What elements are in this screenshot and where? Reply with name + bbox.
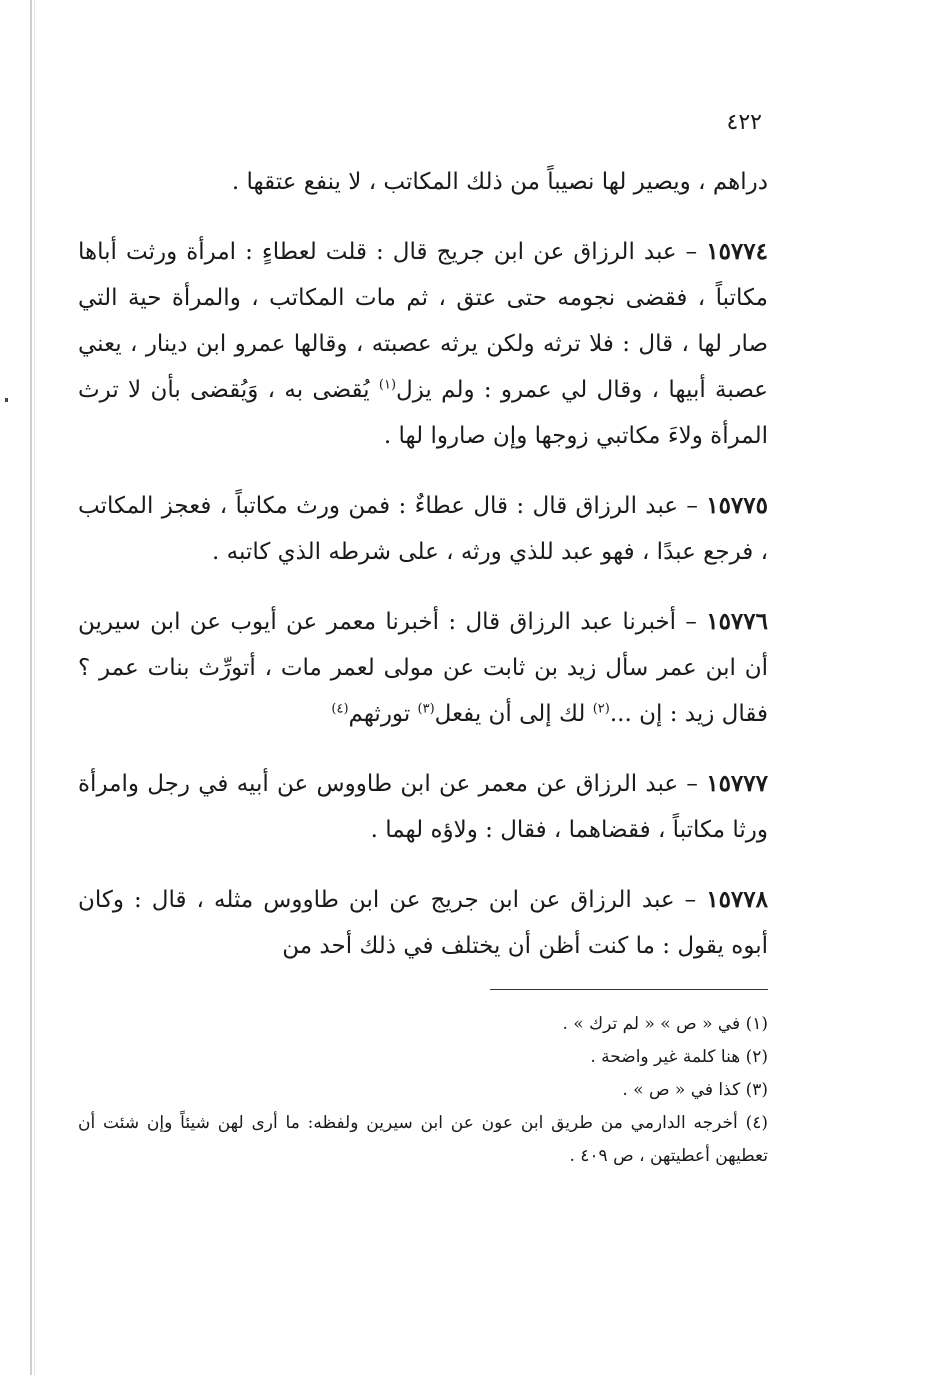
hadith-number: ١٥٧٧٨	[706, 886, 768, 913]
hadith-text-continued: يُقضى به ، وَيُقضى بأن لا ترث المرأة ولاءَ مكاتبي زوجها وإن صاروا لها .	[78, 377, 768, 449]
footnote-reference: (٤)	[331, 701, 349, 717]
footnote-reference: (١)	[378, 377, 397, 393]
hadith-15776	[78, 599, 768, 737]
scan-edge-line	[30, 0, 32, 1375]
footnote-separator	[490, 989, 768, 990]
footnotes	[78, 1008, 768, 1173]
hadith-text: – عبد الرزاق عن معمر عن ابن طاووس عن أبيه في رجل وامرأة ورثا مكاتباً ، فقضاهما ، فقال : ولاؤه لهما .	[78, 771, 768, 843]
hadith-15774	[78, 229, 768, 459]
hadith-15777	[78, 761, 768, 853]
continuation-paragraph: دراهم ، ويصير لها نصيباً من ذلك المكاتب ، لا ينفع عتقها .	[231, 169, 768, 195]
hadith-text-continued: تورثهم	[348, 701, 418, 727]
footnote-reference: (٣)	[417, 701, 435, 717]
hadith-text: – عبد الرزاق عن ابن جريج قال : قلت لعطاءٍ : امرأة ورثت أباها مكاتباً ، فقضى نجومه حتى عتق ، ثم مات المكاتب ، والمرأة حية التي صار لها ، قال : فلا ترثه ولكن يرثه عصبته ، وقالها عمرو ابن دينار ، يعني عصبة أبيها ، وقال لي عمرو : ولم يزل	[78, 239, 768, 403]
footnote-reference: (٢)	[592, 701, 610, 717]
hadith-number: ١٥٧٧٦	[706, 608, 768, 635]
hadith-text: – عبد الرزاق قال : قال عطاءٌ : فمن ورث مكاتباً ، فعجز المكاتب ، فرجع عبدًا ، فهو عبد للذي ورثه ، على شرطه الذي كاتبه .	[78, 493, 768, 565]
hadith-number: ١٥٧٧٤	[706, 238, 768, 265]
hadith-text-continued: لك إلى أن يفعل	[434, 701, 593, 727]
hadith-number: ١٥٧٧٧	[706, 770, 768, 797]
footnote-1: (١) في « ص » « لم ترك » .	[562, 1014, 768, 1034]
scan-edge-line-secondary	[34, 0, 35, 1375]
hadith-text: – عبد الرزاق عن ابن جريج عن ابن طاووس مثله ، قال : وكان أبوه يقول : ما كنت أظن أن يختلف في ذلك أحد من	[78, 887, 768, 959]
hadith-15775	[78, 483, 768, 575]
footnote-3: (٣) كذا في « ص » .	[622, 1080, 768, 1100]
hadith-text: – أخبرنا عبد الرزاق قال : أخبرنا معمر عن أيوب عن ابن سيرين أن ابن عمر سأل زيد بن ثابت عن مولى لعمر مات ، أتورِّث بنات عمر ؟ فقال زيد : إن ...	[78, 609, 768, 727]
page-number: ٤٢٢	[726, 110, 762, 135]
hadith-number: ١٥٧٧٥	[706, 492, 768, 519]
footnote-4: (٤) أخرجه الدارمي من طريق ابن عون عن ابن سيرين ولفظه: ما أرى لهن شيئاً وإن شئت أن تعطيهن أعطيتهن ، ص ٤٠٩ .	[78, 1113, 768, 1166]
book-page	[78, 110, 768, 1173]
hadith-15778	[78, 877, 768, 969]
scan-speck	[5, 398, 8, 402]
footnote-2: (٢) هنا كلمة غير واضحة .	[590, 1047, 768, 1067]
